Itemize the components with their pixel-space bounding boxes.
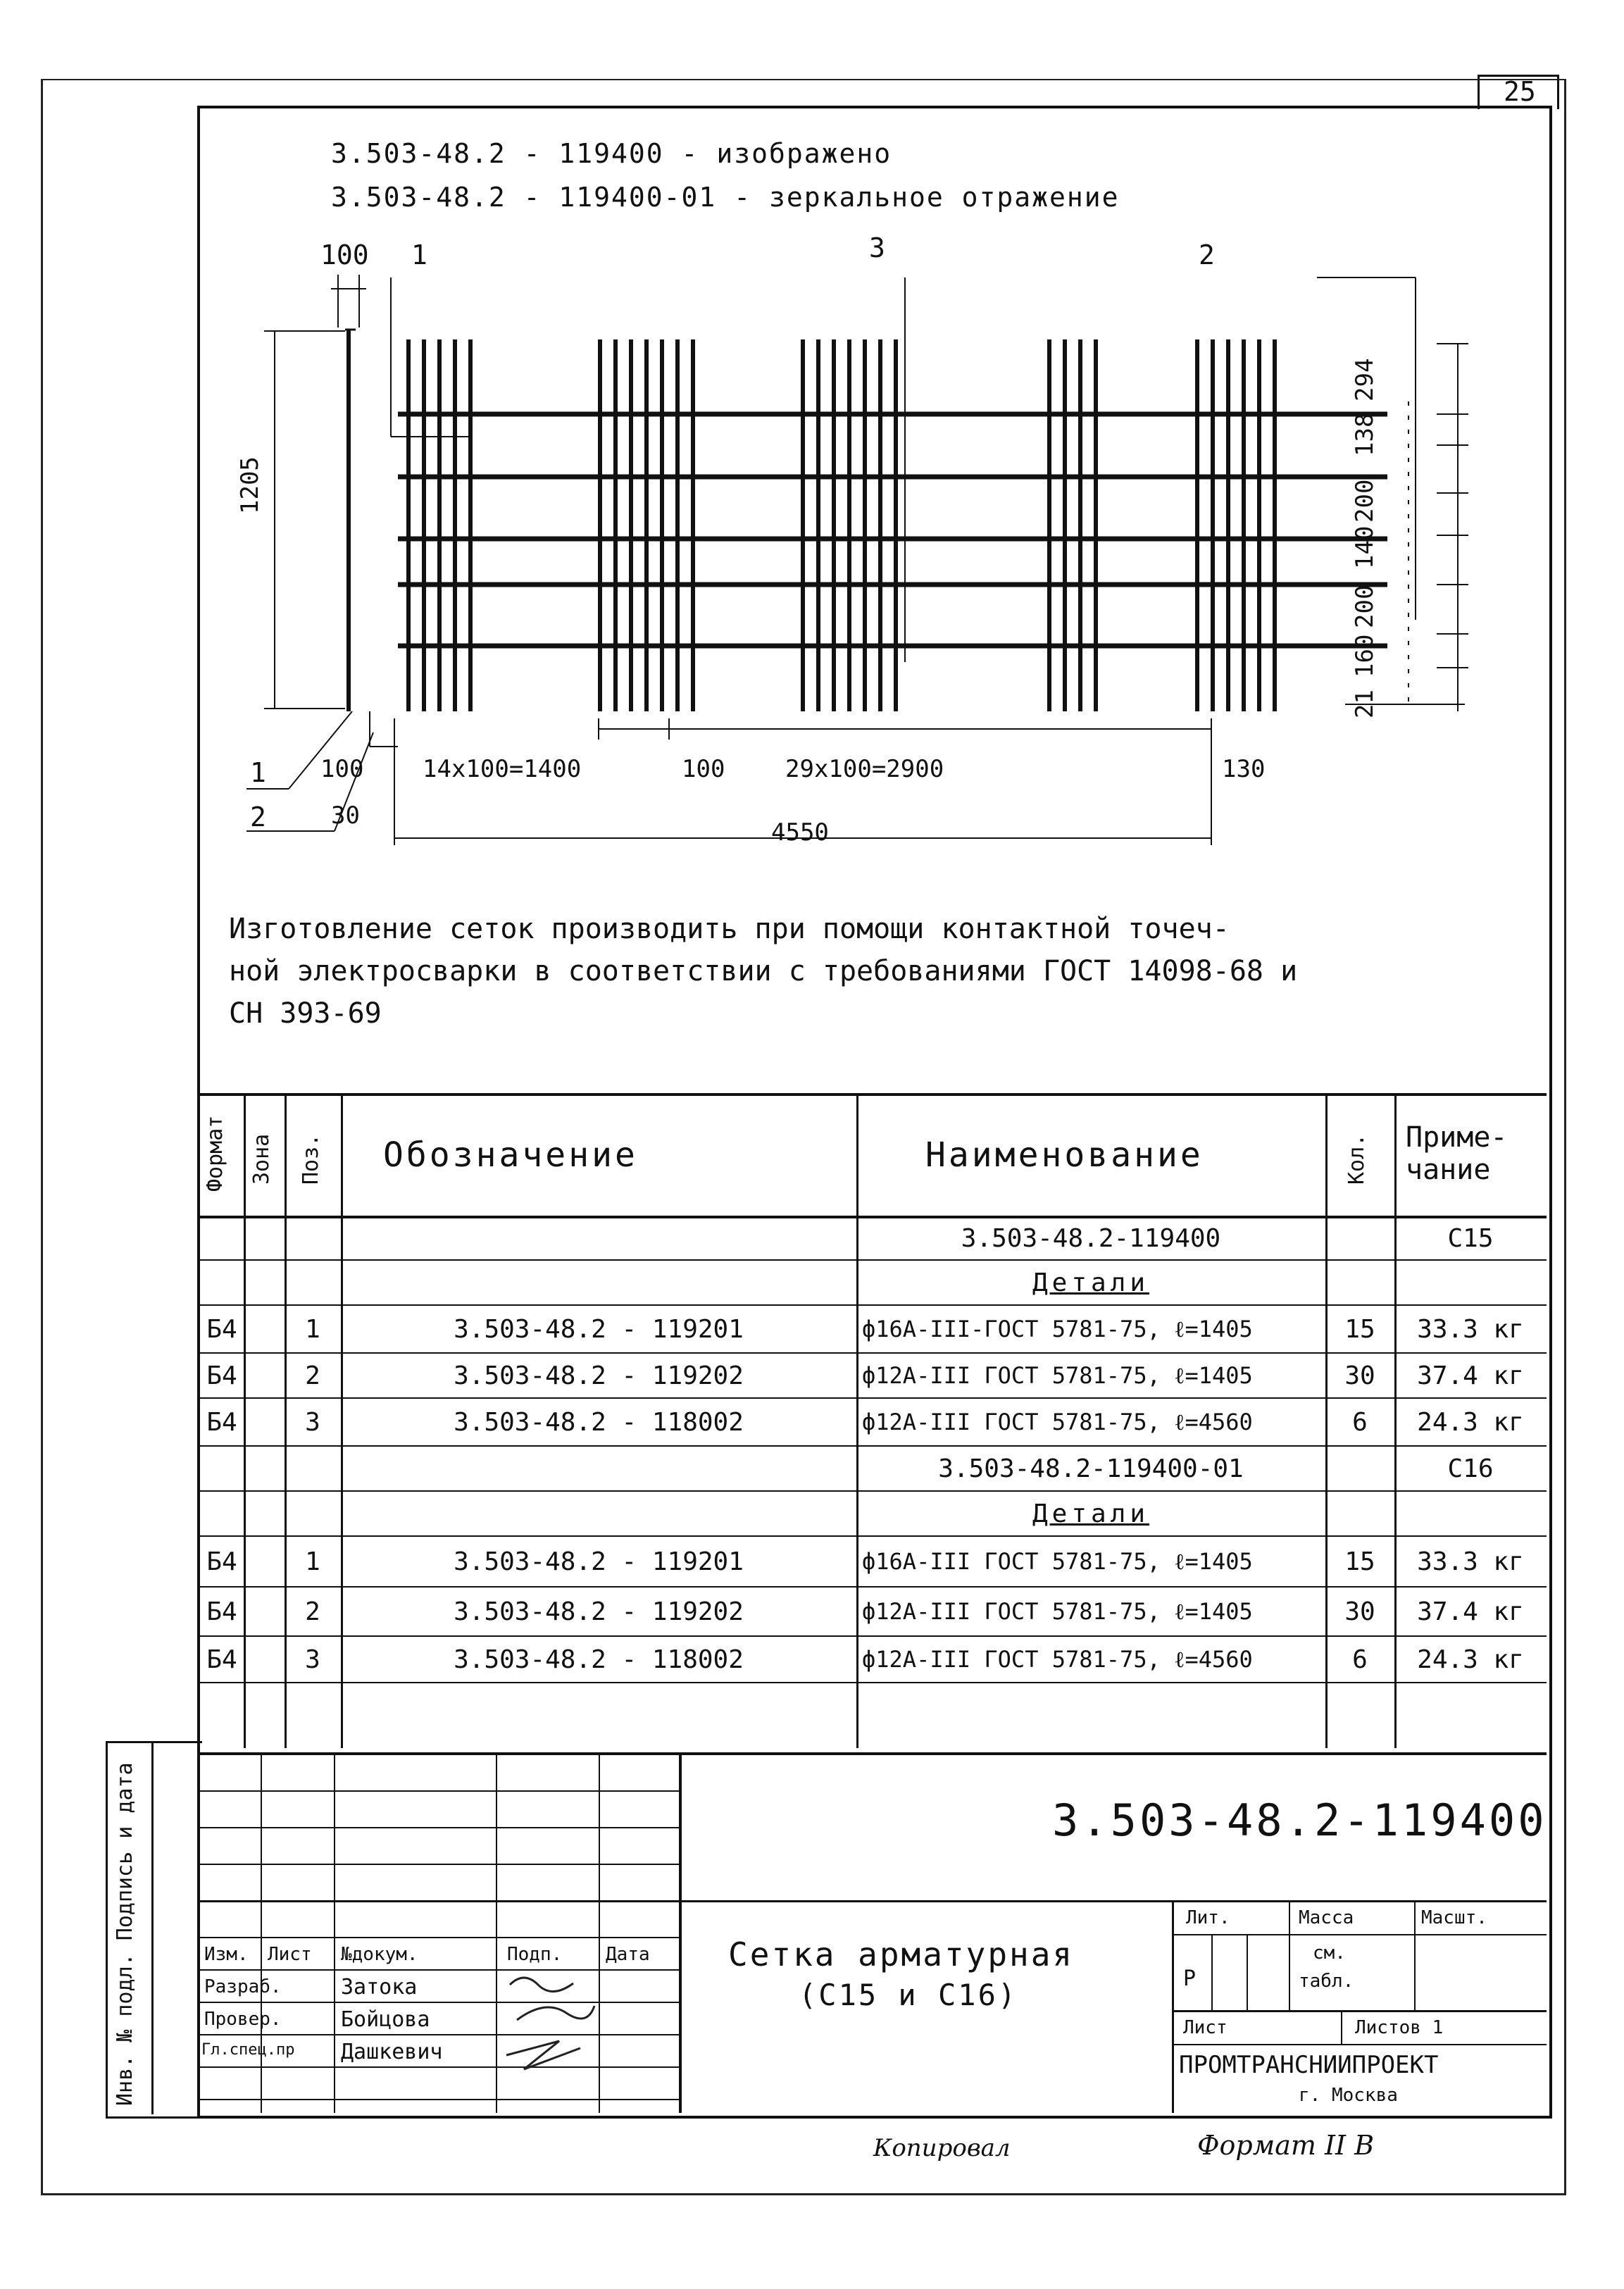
cell-pos: 1 — [305, 1547, 320, 1576]
cell-name: 3.503-48.2-119400-01 — [938, 1454, 1244, 1483]
header-designation: Обозначение — [383, 1135, 638, 1175]
side-stamp-divider — [151, 1741, 154, 2114]
table-row — [200, 1261, 1547, 1304]
dim-21: 21 — [1351, 690, 1379, 718]
sheet-number: 25 — [1504, 76, 1536, 107]
header-note: Приме-чание — [1406, 1121, 1508, 1186]
cell-designation: 3.503-48.2 - 118002 — [454, 1645, 744, 1674]
callout-2-top: 2 — [1199, 239, 1215, 270]
header-format: Формат — [203, 1115, 227, 1192]
note-line-3: СН 393-69 — [229, 997, 382, 1030]
callout-2-bottom: 2 — [250, 802, 266, 832]
callout-1-bottom: 1 — [250, 757, 266, 788]
col-podp: Подп. — [507, 1944, 563, 1965]
dim-left-100: 100 — [320, 755, 364, 783]
cell-format — [200, 1217, 244, 1259]
cell-designation: 3.503-48.2 - 119202 — [454, 1597, 744, 1626]
cell-qty: 15 — [1344, 1547, 1375, 1576]
table-row — [200, 1447, 1547, 1490]
cell-qty: 6 — [1352, 1645, 1368, 1674]
cell-note: 24.3 кг — [1417, 1645, 1524, 1674]
cell-format: Б4 — [206, 1407, 237, 1437]
table-row — [200, 1306, 1547, 1352]
note-line-2: ной электросварки в соответствии с требованиями ГОСТ 14098-68 и — [229, 955, 1298, 987]
cell-designation: 3.503-48.2 - 119201 — [454, 1547, 744, 1576]
footer-copied: Копировал — [873, 2134, 1011, 2162]
cell-pos — [285, 1217, 341, 1259]
cell-name: Детали — [1032, 1499, 1150, 1528]
header-qty: Кол. — [1344, 1133, 1369, 1185]
cell-format: Б4 — [206, 1361, 237, 1390]
prover-role: Провер. — [204, 2009, 282, 2030]
dim-140: 140 — [1351, 525, 1379, 569]
col-izm: Изм. — [204, 1944, 249, 1965]
cell-qty: 15 — [1344, 1314, 1375, 1344]
cell-name: ф12А-III ГОСТ 5781-75, ℓ=4560 — [862, 1409, 1253, 1435]
cell-note: С15 — [1447, 1223, 1494, 1253]
cell-note: 33.3 кг — [1417, 1547, 1524, 1576]
col-list: Лист — [268, 1944, 312, 1965]
dim-138: 138 — [1351, 413, 1379, 456]
vertical-bars-group-5 — [1197, 339, 1275, 711]
dim-top-100: 100 — [320, 239, 369, 270]
header-pos: Поз. — [299, 1133, 323, 1185]
org-city: г. Москва — [1299, 2085, 1398, 2106]
cell-designation: 3.503-48.2 - 119202 — [454, 1361, 744, 1390]
header-zone: Зона — [249, 1133, 274, 1185]
gl-role: Гл.спец.пр — [201, 2041, 295, 2059]
razrab-role: Разраб. — [204, 1976, 282, 1997]
lit-value: Р — [1183, 1966, 1197, 1991]
table-row — [200, 1637, 1547, 1682]
table-row — [200, 1354, 1547, 1397]
sheets-label: Листов 1 — [1355, 2017, 1444, 2038]
razrab-name: Затока — [341, 1975, 418, 2000]
cell-pos: 2 — [305, 1361, 320, 1390]
lit-label: Лит. — [1186, 1907, 1230, 1928]
table-row — [200, 1492, 1547, 1535]
mass-value-1: см. — [1313, 1942, 1346, 1964]
cell-qty: 30 — [1344, 1597, 1375, 1626]
cell-pos: 2 — [305, 1597, 320, 1626]
cell-pos: 1 — [305, 1314, 320, 1344]
title-block — [200, 1752, 1547, 2113]
vertical-bars-group-2 — [600, 339, 693, 711]
col-ndoc: №докум. — [341, 1944, 418, 1965]
dim-200b: 200 — [1351, 585, 1379, 628]
gl-name: Дашкевич — [341, 2040, 443, 2064]
cell-qty: 30 — [1344, 1361, 1375, 1390]
cell-pos: 3 — [305, 1407, 320, 1437]
cell-name: ф12А-III ГОСТ 5781-75, ℓ=4560 — [862, 1646, 1253, 1673]
dim-left-30: 30 — [331, 802, 360, 830]
header-name: Наименование — [925, 1135, 1204, 1175]
dim-span-1: 14x100=1400 — [423, 755, 582, 783]
title-line-2: (С15 и С16) — [799, 1978, 1018, 2012]
cell-note: 24.3 кг — [1417, 1407, 1524, 1437]
side-stamp-text: Инв. № подл. Подпись и дата — [113, 1762, 137, 2106]
cell-pos: 3 — [305, 1645, 320, 1674]
mass-value-2: табл. — [1299, 1971, 1354, 1992]
cell-note: С16 — [1447, 1454, 1494, 1483]
cell-name: ф16А-III-ГОСТ 5781-75, ℓ=1405 — [862, 1316, 1253, 1342]
scale-label: Масшт. — [1421, 1907, 1487, 1928]
cell-note: 37.4 кг — [1417, 1361, 1524, 1390]
dim-span-2: 29x100=2900 — [785, 755, 944, 783]
dim-294: 294 — [1351, 358, 1379, 401]
cell-format: Б4 — [206, 1645, 237, 1674]
note-line-1: Изготовление сеток производить при помощи контактной точеч- — [229, 913, 1230, 945]
callout-1-top: 1 — [411, 239, 427, 270]
prover-name: Бойцова — [341, 2007, 430, 2032]
table-row — [200, 1399, 1547, 1445]
vertical-bars-group-3 — [803, 339, 896, 711]
table-row — [200, 1537, 1547, 1586]
cell-name: ф12А-III ГОСТ 5781-75, ℓ=1405 — [862, 1598, 1253, 1625]
dim-total: 4550 — [771, 818, 829, 847]
sheet-label: Лист — [1183, 2017, 1228, 2038]
doc-number: 3.503-48.2-119400 — [1052, 1795, 1547, 1846]
mass-label: Масса — [1299, 1907, 1354, 1928]
cell-qty — [1325, 1217, 1394, 1259]
header-line-2: 3.503-48.2 - 119400-01 - зеркальное отражение — [331, 182, 1120, 213]
cell-qty: 6 — [1352, 1407, 1368, 1437]
vertical-bars-group-4 — [1049, 339, 1096, 711]
table-row — [200, 1217, 1547, 1259]
table-row — [200, 1588, 1547, 1635]
signature-marks — [496, 1964, 608, 2076]
footer-format: Формат II В — [1197, 2130, 1375, 2161]
cell-format: Б4 — [206, 1314, 237, 1344]
cell-format: Б4 — [206, 1597, 237, 1626]
dim-160: 160 — [1351, 634, 1379, 678]
cell-name: 3.503-48.2-119400 — [961, 1223, 1221, 1253]
cell-name: ф12А-III ГОСТ 5781-75, ℓ=1405 — [862, 1362, 1253, 1389]
org-name: ПРОМТРАНСНИИПРОЕКТ — [1179, 2051, 1439, 2079]
cell-note: 37.4 кг — [1417, 1597, 1524, 1626]
cell-designation: 3.503-48.2 - 119201 — [454, 1314, 744, 1344]
horizontal-bars — [398, 414, 1387, 646]
cell-name: ф16А-III ГОСТ 5781-75, ℓ=1405 — [862, 1548, 1253, 1575]
cell-format: Б4 — [206, 1547, 237, 1576]
cell-name: Детали — [1032, 1268, 1150, 1297]
title-line-1: Сетка арматурная — [728, 1935, 1075, 1973]
dim-1205: 1205 — [236, 456, 264, 514]
header-line-1: 3.503-48.2 - 119400 - изображено — [331, 138, 892, 169]
cell-designation — [341, 1217, 856, 1259]
cell-note: 33.3 кг — [1417, 1314, 1524, 1344]
dim-200a: 200 — [1351, 479, 1379, 523]
spec-table — [200, 1093, 1547, 1748]
dim-mid-100: 100 — [682, 755, 725, 783]
callout-3-top: 3 — [869, 232, 885, 263]
cell-designation: 3.503-48.2 - 118002 — [454, 1407, 744, 1437]
col-data: Дата — [606, 1944, 650, 1965]
vertical-bars-group-1 — [408, 339, 470, 711]
dim-right-130: 130 — [1222, 755, 1266, 783]
